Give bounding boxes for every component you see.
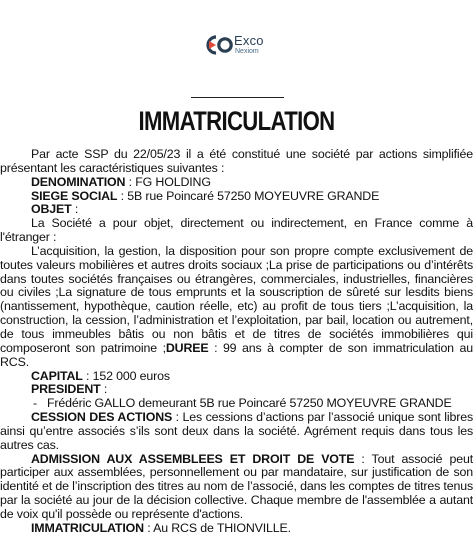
denomination-value: : FG HOLDING (125, 174, 211, 189)
capital-line (0, 370, 473, 384)
objet-colon: : (71, 202, 79, 217)
objet-paragraph-2 (0, 245, 473, 370)
intro-text: Par acte SSP du 22/05/23 il a été constitué une société par actions simplifiée présentant les caractéristiques suivantes : (0, 147, 473, 175)
exco-logo-icon (205, 34, 233, 56)
objet-paragraph-1 (0, 217, 473, 245)
president-label: PRESIDENT (31, 382, 101, 397)
objet-label: OBJET (31, 202, 72, 217)
objet-text-2: L’acquisition, la gestion, la disposition pour son propre compte exclusivement de toutes valeurs mobilières et autres droits sociaux ;La prise de participations ou d’intérêts dans toutes sociétés françaises ou étrangères, commerciales, industrielles, financières ou civiles ;La signature de tous emprunts et la souscription de sûreté sur lesdits biens (nantissement, hypothèque, caution réelle, etc) au profit de tous tiers ;L’acquisition, la construction, la cession, l’administration et l’exploitation, par bail, location ou autrement, de tous immeubles bâtis ou non bâtis et de titres de sociétés immobilières qui composeront son patrimoine ; (0, 243, 473, 355)
immatriculation-value: : Au RCS de THIONVILLE. (143, 520, 291, 535)
siege-label: SIEGE SOCIAL (31, 188, 118, 203)
duree-label: DUREE (165, 340, 209, 355)
document-body (0, 148, 473, 536)
immatriculation-line (0, 522, 473, 536)
intro-paragraph (0, 148, 473, 176)
admission-label: ADMISSION AUX ASSEMBLEES ET DROIT DE VOTE (31, 451, 355, 466)
objet-line (0, 203, 473, 217)
immatriculation-label: IMMATRICULATION (31, 520, 144, 535)
logo-name: Exco (234, 33, 264, 48)
president-detail (0, 397, 473, 411)
admission-paragraph (0, 453, 473, 522)
capital-label: CAPITAL (31, 368, 83, 383)
president-value: Frédéric GALLO demeurant 5B rue Poincaré 57250 MOYEUVRE GRANDE (47, 396, 452, 411)
siege-line (0, 190, 473, 204)
siege-value: : 5B rue Poincaré 57250 MOYEUVRE GRANDE (117, 188, 380, 203)
denomination-line (0, 176, 473, 190)
cession-value: : Les cessions d’actions par l’associé unique sont libres ainsi qu’entre associés s’ils sont deux dans la société. Agrément requis dans tous les autres cas. (0, 410, 473, 452)
president-line (0, 383, 473, 397)
president-dash: - (33, 396, 37, 411)
company-logo (205, 31, 285, 59)
duree-value: : 99 ans à compter de son immatriculation au RCS. (0, 340, 473, 369)
capital-value: : 152 000 euros (82, 368, 170, 383)
president-colon: : (100, 382, 108, 397)
denomination-label: DENOMINATION (31, 174, 126, 189)
cession-paragraph (0, 411, 473, 453)
title-divider (191, 97, 284, 98)
admission-value: : Tout associé peut participer aux assemblées, personnellement ou par mandataire, sur justification de son identité et de l’inscription des titres au nom de l’associé, dans les comptes de titres tenus par la société au jour de la décision collective. Chaque membre de l'assemblée a autant de voix qu'il possède ou représente d'actions. (0, 451, 473, 521)
objet-text-1: La Société a pour objet, directement ou indirectement, en France comme à l'étranger : (0, 216, 473, 245)
cession-label: CESSION DES ACTIONS (31, 410, 173, 425)
logo-subtitle: Nexiom (235, 48, 259, 55)
page-title: IMMATRICULATION (138, 106, 335, 136)
